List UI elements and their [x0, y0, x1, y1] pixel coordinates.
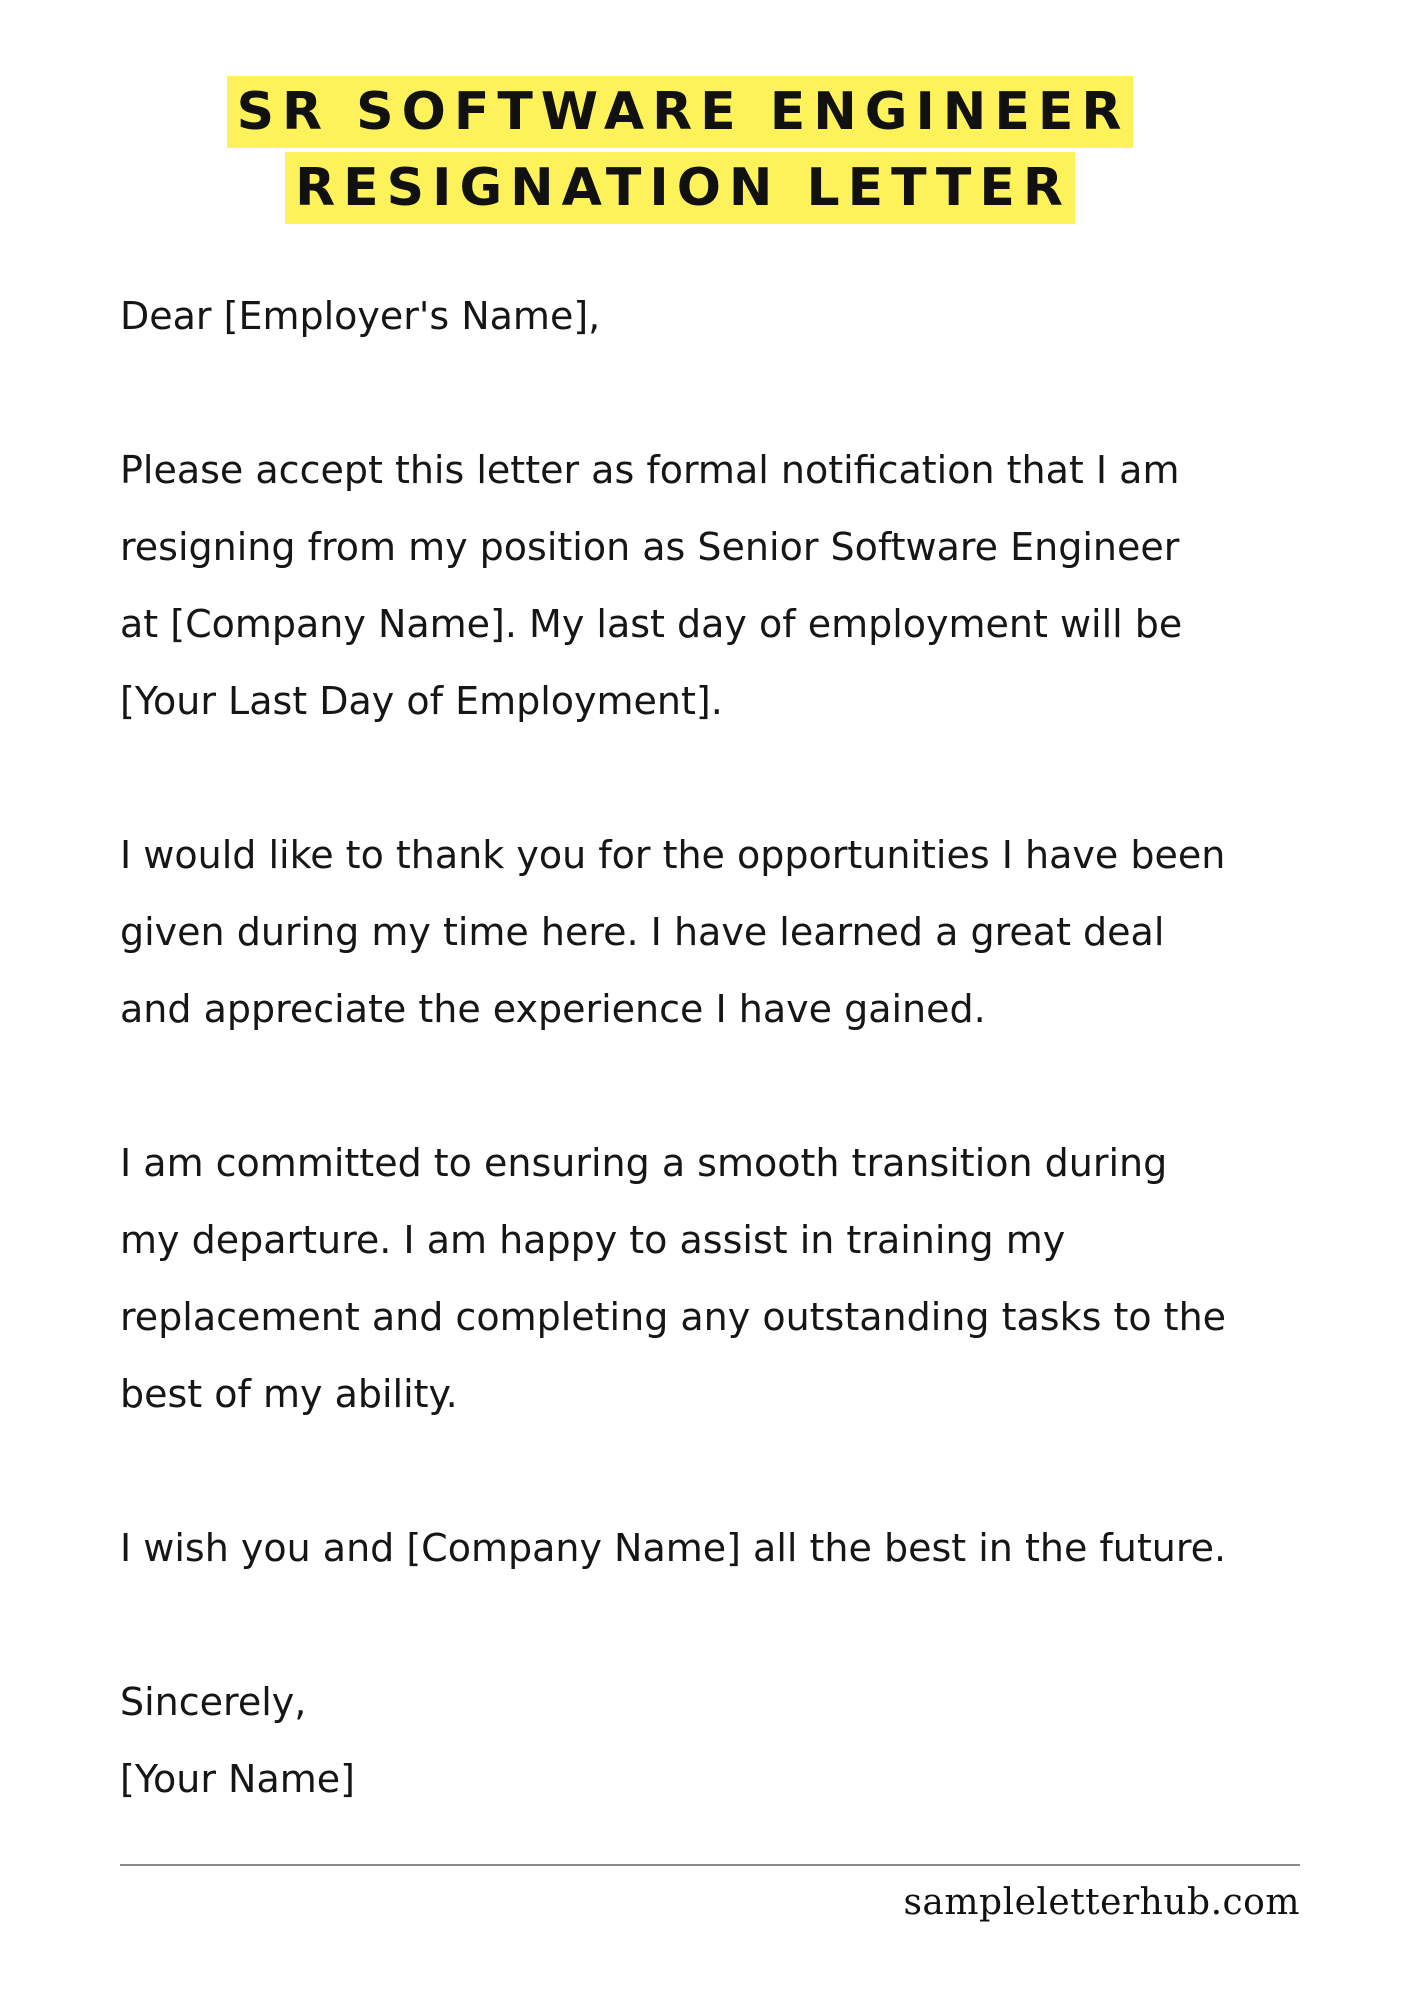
paragraph-line: and appreciate the experience I have gained. — [120, 987, 986, 1031]
letter-title — [0, 76, 1360, 224]
title-line-2: RESIGNATION LETTER — [285, 152, 1075, 224]
paragraph-3 — [120, 1125, 1360, 1433]
paragraph-line: I wish you and [Company Name] all the best in the future. — [120, 1526, 1227, 1570]
salutation — [120, 278, 1360, 355]
footer-site-name: sampleletterhub.com — [903, 1882, 1300, 1923]
paragraph-line: Please accept this letter as formal notification that I am — [120, 448, 1180, 492]
letter-body — [120, 278, 1360, 1818]
paragraph-2 — [120, 817, 1360, 1048]
paragraph-line: given during my time here. I have learned a great deal — [120, 910, 1165, 954]
paragraph-line: at [Company Name]. My last day of employment will be — [120, 602, 1183, 646]
footer-divider — [120, 1864, 1300, 1866]
paragraph-line: my departure. I am happy to assist in training my — [120, 1218, 1066, 1262]
paragraph-4 — [120, 1510, 1360, 1587]
salutation-text: Dear [Employer's Name], — [120, 294, 601, 338]
title-line-1: SR SOFTWARE ENGINEER — [227, 76, 1134, 148]
paragraph-line: I am committed to ensuring a smooth transition during — [120, 1141, 1168, 1185]
paragraph-line: best of my ability. — [120, 1372, 458, 1416]
signature-name: [Your Name] — [120, 1757, 355, 1801]
paragraph-line: resigning from my position as Senior Software Engineer — [120, 525, 1180, 569]
paragraph-line: [Your Last Day of Employment]. — [120, 679, 723, 723]
paragraph-1 — [120, 432, 1360, 740]
paragraph-line: replacement and completing any outstanding tasks to the — [120, 1295, 1227, 1339]
paragraph-line: I would like to thank you for the opportunities I have been — [120, 833, 1226, 877]
closing-text: Sincerely, — [120, 1680, 307, 1724]
closing-block — [120, 1664, 1360, 1818]
